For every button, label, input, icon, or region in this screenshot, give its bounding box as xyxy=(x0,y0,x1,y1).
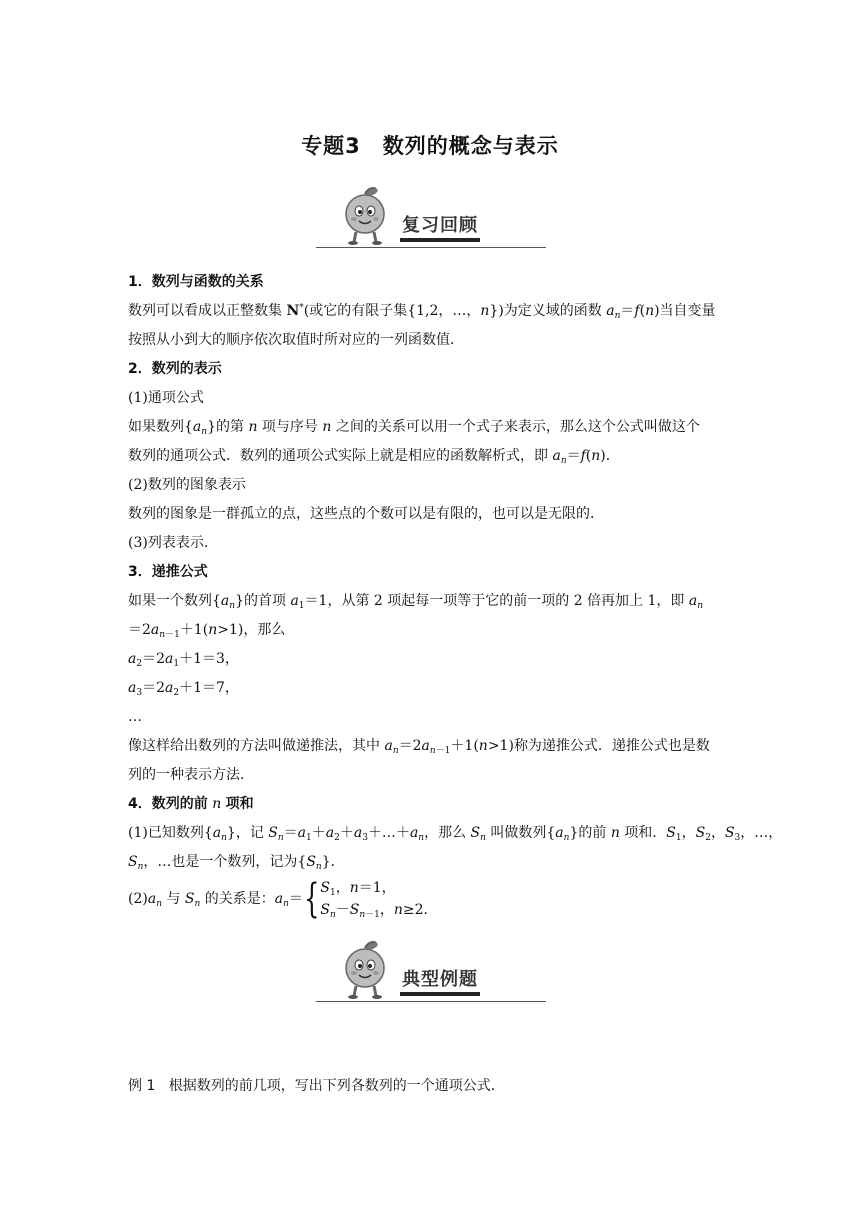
banner-divider xyxy=(316,247,546,248)
s2-sub-1: (1)通项公式 xyxy=(128,390,204,406)
s1-line-1: 数列可以看成以正整数集 N*(或它的有限子集{1,2，…，n})为定义域的函数 $a_n=f(n)$当自变量 xyxy=(128,303,716,321)
s3-line-4: 列的一种表示方法． xyxy=(128,767,254,783)
s2-sub-3: (3)列表表示． xyxy=(128,535,218,551)
s3-text-b: 称为递推公式．递推公式也是数 xyxy=(513,738,710,754)
s2-formula-line-2: 数列的通项公式．数列的通项公式实际上就是相应的函数解析式，即 $a_n=f(n)$． xyxy=(128,448,620,466)
s2-sub-2: (2)数列的图象表示 xyxy=(128,477,246,493)
piecewise-cases: $S_1$，n＝1， $S_n-S_{n-1}$，n≥2． xyxy=(320,880,438,920)
s4-heading-a: 4．数列的前 xyxy=(128,796,208,812)
s4-line-1: (1)已知数列$\{a_n\}$，记 $S_n=a_1+a_2+a_3+\dots+a_n$，那么 $S_n$ 叫做数列$\{a_n\}$的前 n 项和．$S_1$，$S_2$，$S_3$，…， xyxy=(128,825,783,843)
example-1-label: 例 1 xyxy=(128,1078,156,1094)
s3-text-a: 像这样给出数列的方法叫做递推法，其中 xyxy=(128,738,380,754)
s3-line-3: 像这样给出数列的方法叫做递推法，其中 $a_n=2a_{n-1}+1(n>1)$称为递推公式．递推公式也是数 xyxy=(128,738,710,756)
apple-mascot-icon xyxy=(338,186,392,246)
s4-line-2: $S_n$，…也是一个数列，记为$\{S_n\}$． xyxy=(128,854,345,872)
example-1-text: 根据数列的前几项，写出下列各数列的一个通项公式． xyxy=(168,1078,505,1094)
s3-line-1: 如果一个数列$\{a_n\}$的首项 $a_1=1$，从第 2 项起每一项等于它的前一项的 2 倍再加上 1，即 $a_n$ xyxy=(128,593,704,611)
apple-mascot-icon xyxy=(338,940,392,1000)
s1-line-2: 按照从小到大的顺序依次取值时所对应的一列函数值． xyxy=(128,332,464,348)
section-2-heading: 2．数列的表示 xyxy=(128,361,222,377)
s2-formula-line-1: 如果数列$\{a_n\}$的第 n 项与序号 n 之间的关系可以用一个式子来表示，那么这个公式叫做这个 xyxy=(128,419,700,437)
s3-eq-a2: $a_2=2a_1+1=3$， xyxy=(128,651,239,669)
section-1-heading: 1．数列与函数的关系 xyxy=(128,274,264,290)
section-4-heading: 4．数列的前 n 项和 xyxy=(128,796,254,812)
section-3-heading: 3．递推公式 xyxy=(128,564,208,580)
review-banner-label: 复习回顾 xyxy=(400,211,480,242)
examples-banner-label: 典型例题 xyxy=(400,965,480,996)
banner-divider xyxy=(316,1001,546,1002)
s4-heading-b: 项和 xyxy=(225,796,254,812)
s3-line-2: $=2a_{n-1}+1(n>1)$，那么 xyxy=(128,622,286,640)
s3-ellipsis: … xyxy=(128,709,142,725)
review-content xyxy=(128,268,783,927)
examples-banner xyxy=(316,940,546,1002)
review-banner xyxy=(316,186,546,248)
s4-line-3: $(2)a_n$ 与 $S_n$ 的关系是：$a_n=${ $S_1$，n＝1， $S_n-S_{n-1}$，n≥2． xyxy=(128,876,438,922)
s2-graph-text: 数列的图象是一群孤立的点，这些点的个数可以是有限的，也可以是无限的． xyxy=(128,506,604,522)
example-1 xyxy=(128,1075,505,1095)
s3-eq-a3: $a_3=2a_2+1=7$， xyxy=(128,680,239,698)
page-title: 专题3 数列的概念与表示 xyxy=(301,134,559,158)
brace-symbol: { xyxy=(303,876,320,922)
